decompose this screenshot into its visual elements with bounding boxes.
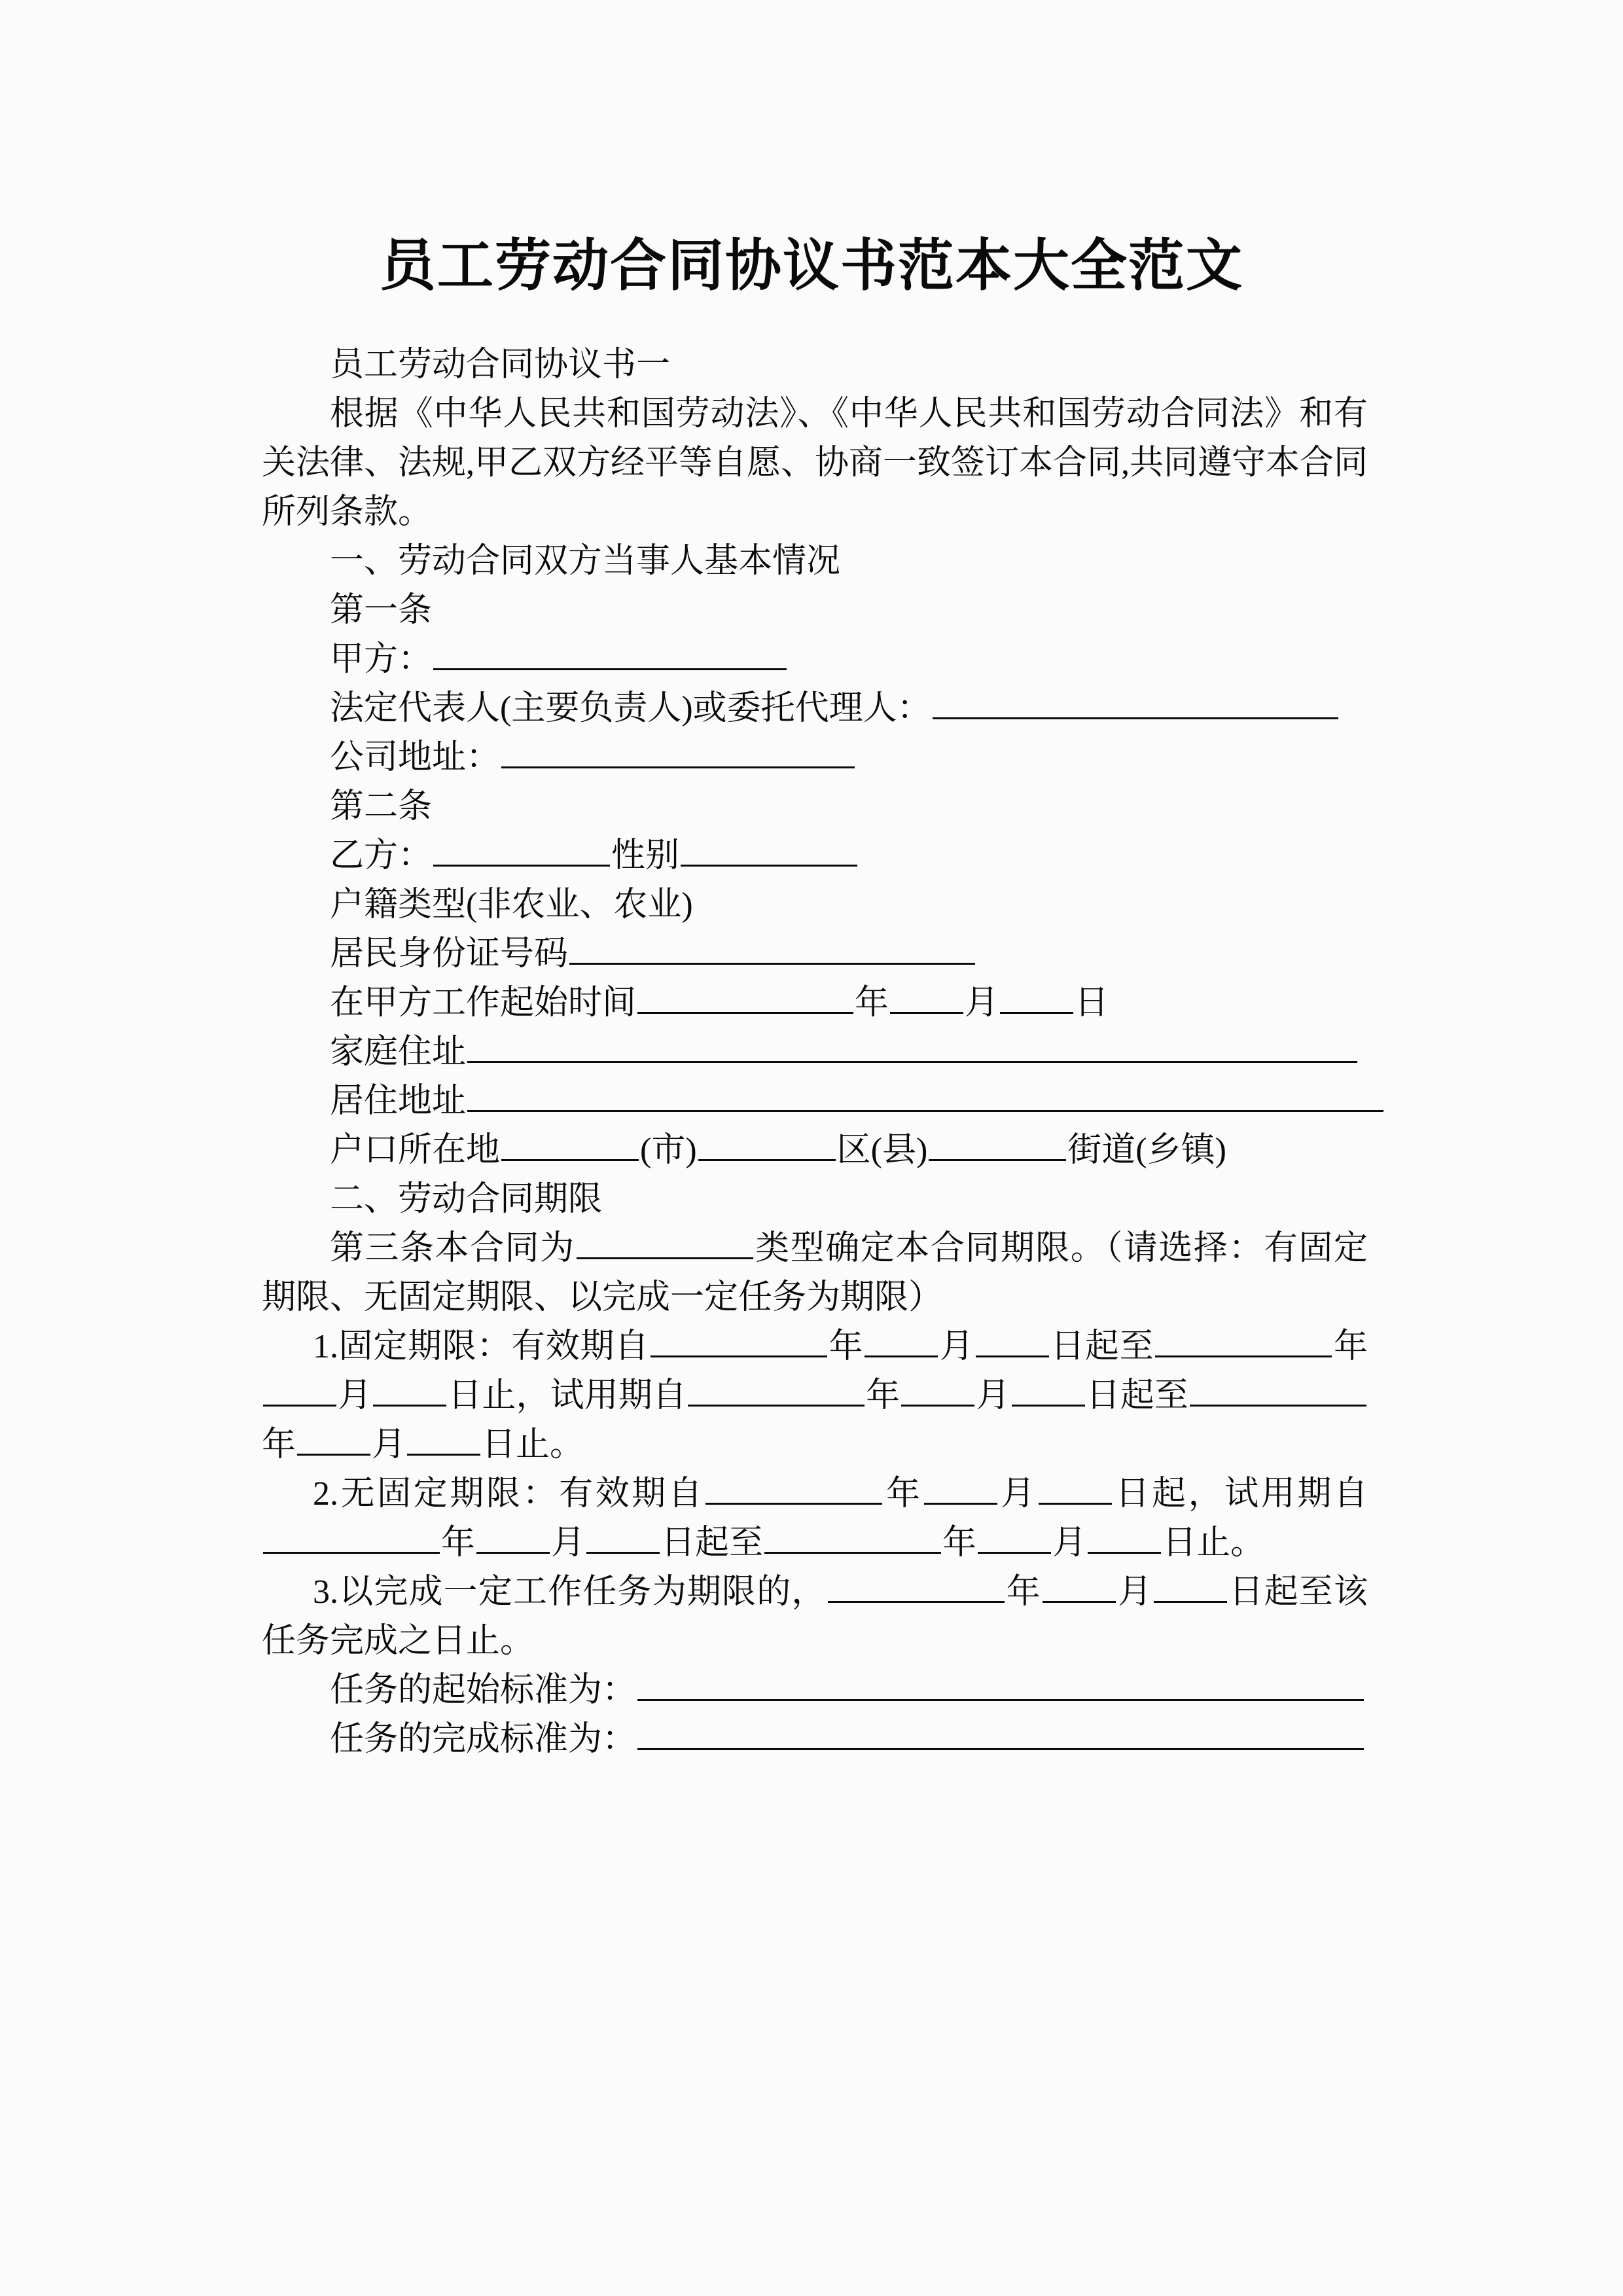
legal-rep-row xyxy=(262,684,1368,733)
item1-probation-start-month-blank[interactable] xyxy=(901,1375,974,1407)
id-number-row xyxy=(262,929,1368,978)
legal-rep-label: 法定代表人(主要负责人)或委托代理人： xyxy=(330,690,931,727)
street-unit: 街道(乡镇) xyxy=(1067,1132,1226,1169)
hukou-row xyxy=(262,1126,1368,1175)
task-start-blank[interactable] xyxy=(637,1670,1364,1701)
item1-year-unit-3: 年 xyxy=(866,1377,901,1414)
item2-probation-end-month-blank[interactable] xyxy=(978,1522,1051,1554)
month-unit: 月 xyxy=(965,984,999,1022)
item1-month-unit: 月 xyxy=(939,1328,974,1365)
item2-start-day-blank[interactable] xyxy=(1039,1473,1112,1505)
item1-probation-start-day-blank[interactable] xyxy=(1012,1375,1085,1407)
term-item-3 xyxy=(262,1568,1368,1666)
item2-end: 日止。 xyxy=(1162,1524,1265,1562)
article-three-suffix: 类型确定本合同期限。（请选择：有固定期限、无固定期限、以完成一定任务为期限） xyxy=(262,1230,1368,1316)
item3-month-unit: 月 xyxy=(1116,1573,1153,1611)
residence-address-row xyxy=(262,1077,1368,1126)
city-unit: (市) xyxy=(640,1132,697,1169)
item1-probation-end-day-blank[interactable] xyxy=(407,1424,480,1456)
item2-year-unit: 年 xyxy=(883,1475,923,1513)
gender-label: 性别 xyxy=(611,837,680,874)
item1-prefix: 1.固定期限：有效期自 xyxy=(313,1328,649,1365)
party-b-row xyxy=(262,831,1368,880)
item3-mid: 日起至该任务完成之日止。 xyxy=(262,1573,1368,1660)
item1-month-unit-4: 月 xyxy=(372,1426,406,1463)
item2-start-month-blank[interactable] xyxy=(924,1473,997,1505)
item2-month-unit-3: 月 xyxy=(1052,1524,1087,1562)
year-unit: 年 xyxy=(855,984,889,1022)
item2-start-year-blank[interactable] xyxy=(705,1473,882,1505)
page-title: 员工劳动合同协议书范本大全范文 xyxy=(380,234,1243,297)
section-heading-two: 二、劳动合同期限 xyxy=(330,1181,603,1218)
party-a-label: 甲方： xyxy=(330,641,433,678)
item2-probation-start-year-blank[interactable] xyxy=(263,1522,440,1554)
hukou-street-blank[interactable] xyxy=(929,1130,1066,1161)
hukou-city-blank[interactable] xyxy=(501,1130,639,1161)
item2-probation-end-year-blank[interactable] xyxy=(764,1522,941,1554)
document-body xyxy=(262,340,1368,1764)
term-item-1 xyxy=(262,1322,1368,1469)
household-type-row: 户籍类型(非农业、农业) xyxy=(330,886,693,924)
contract-type-blank[interactable] xyxy=(577,1228,753,1259)
item3-day-blank[interactable] xyxy=(1154,1571,1227,1603)
item1-end-month-blank[interactable] xyxy=(263,1375,336,1407)
day-unit: 日 xyxy=(1075,984,1109,1022)
item1-month-unit-2: 月 xyxy=(338,1377,372,1414)
item1-month-unit-3: 月 xyxy=(976,1377,1010,1414)
item1-end-day-blank[interactable] xyxy=(373,1375,446,1407)
party-a-row xyxy=(262,635,1368,684)
article-two-label: 第二条 xyxy=(330,788,433,825)
item1-end: 日止。 xyxy=(482,1426,584,1463)
party-a-blank[interactable] xyxy=(433,639,787,670)
item2-year-unit-2: 年 xyxy=(441,1524,476,1562)
start-work-label: 在甲方工作起始时间 xyxy=(330,984,637,1022)
home-address-blank[interactable] xyxy=(467,1031,1357,1063)
item1-end-year-blank[interactable] xyxy=(1155,1326,1332,1357)
task-finish-blank[interactable] xyxy=(637,1719,1364,1750)
term-item-2 xyxy=(262,1469,1368,1568)
task-start-row xyxy=(262,1666,1368,1715)
home-address-row xyxy=(262,1028,1368,1077)
district-unit: 区(县) xyxy=(836,1132,928,1169)
item1-year-unit-2: 年 xyxy=(1333,1328,1368,1365)
item1-start-year-blank[interactable] xyxy=(651,1326,827,1357)
item2-mid2: 日起至 xyxy=(661,1524,764,1562)
intro-paragraph: 根据《中华人民共和国劳动法》、《中华人民共和国劳动合同法》和有关法律、法规,甲乙双方经平等自愿、协商一致签订本合同,共同遵守本合同所列条款。 xyxy=(262,395,1368,531)
document-subtitle: 员工劳动合同协议书一 xyxy=(330,346,671,384)
item2-probation-start-month-blank[interactable] xyxy=(476,1522,550,1554)
company-address-row xyxy=(262,733,1368,782)
task-finish-label: 任务的完成标准为： xyxy=(330,1721,637,1758)
id-number-blank[interactable] xyxy=(569,933,975,965)
residence-address-label: 居住地址 xyxy=(330,1083,467,1120)
item1-year-unit-4: 年 xyxy=(262,1426,296,1463)
item2-prefix: 2.无固定期限：有效期自 xyxy=(313,1475,705,1513)
item1-probation-end-year-blank[interactable] xyxy=(1190,1375,1366,1407)
item1-mid1: 日起至 xyxy=(1050,1328,1154,1365)
item3-year-unit: 年 xyxy=(1005,1573,1041,1611)
item1-start-day-blank[interactable] xyxy=(976,1326,1049,1357)
start-work-day-blank[interactable] xyxy=(1000,982,1073,1014)
hukou-label: 户口所在地 xyxy=(330,1132,501,1169)
item2-probation-start-day-blank[interactable] xyxy=(586,1522,660,1554)
start-work-year-blank[interactable] xyxy=(637,982,853,1014)
id-number-label: 居民身份证号码 xyxy=(330,935,569,973)
item2-mid1: 日起，试用期自 xyxy=(1113,1475,1368,1513)
item3-prefix: 3.以完成一定工作任务为期限的， xyxy=(313,1573,827,1611)
hukou-district-blank[interactable] xyxy=(698,1130,836,1161)
party-b-label: 乙方： xyxy=(330,837,433,874)
item3-month-blank[interactable] xyxy=(1043,1571,1116,1603)
start-work-month-blank[interactable] xyxy=(890,982,963,1014)
section-heading-one: 一、劳动合同双方当事人基本情况 xyxy=(330,543,841,580)
item2-month-unit-2: 月 xyxy=(551,1524,586,1562)
residence-address-blank[interactable] xyxy=(467,1081,1383,1112)
item1-probation-start-year-blank[interactable] xyxy=(688,1375,865,1407)
item2-year-unit-3: 年 xyxy=(942,1524,977,1562)
company-address-label: 公司地址： xyxy=(330,739,501,776)
item3-year-blank[interactable] xyxy=(828,1571,1005,1603)
home-address-label: 家庭住址 xyxy=(330,1033,467,1071)
item1-probation-end-month-blank[interactable] xyxy=(297,1424,370,1456)
item1-start-month-blank[interactable] xyxy=(865,1326,938,1357)
party-b-name-blank[interactable] xyxy=(433,835,610,867)
article-three-row xyxy=(262,1224,1368,1322)
task-finish-row xyxy=(262,1715,1368,1764)
task-start-label: 任务的起始标准为： xyxy=(330,1672,637,1709)
company-address-blank[interactable] xyxy=(501,737,855,768)
legal-rep-blank[interactable] xyxy=(933,688,1338,719)
gender-blank[interactable] xyxy=(681,835,857,867)
article-three-prefix: 第三条本合同为 xyxy=(330,1230,575,1267)
item1-mid2: 日止，试用期自 xyxy=(448,1377,687,1414)
start-work-row xyxy=(262,978,1368,1028)
item1-mid3: 日起至 xyxy=(1086,1377,1188,1414)
article-one-label: 第一条 xyxy=(330,592,433,629)
item1-year-unit: 年 xyxy=(828,1328,864,1365)
item2-month-unit: 月 xyxy=(998,1475,1037,1513)
item2-probation-end-day-blank[interactable] xyxy=(1088,1522,1161,1554)
